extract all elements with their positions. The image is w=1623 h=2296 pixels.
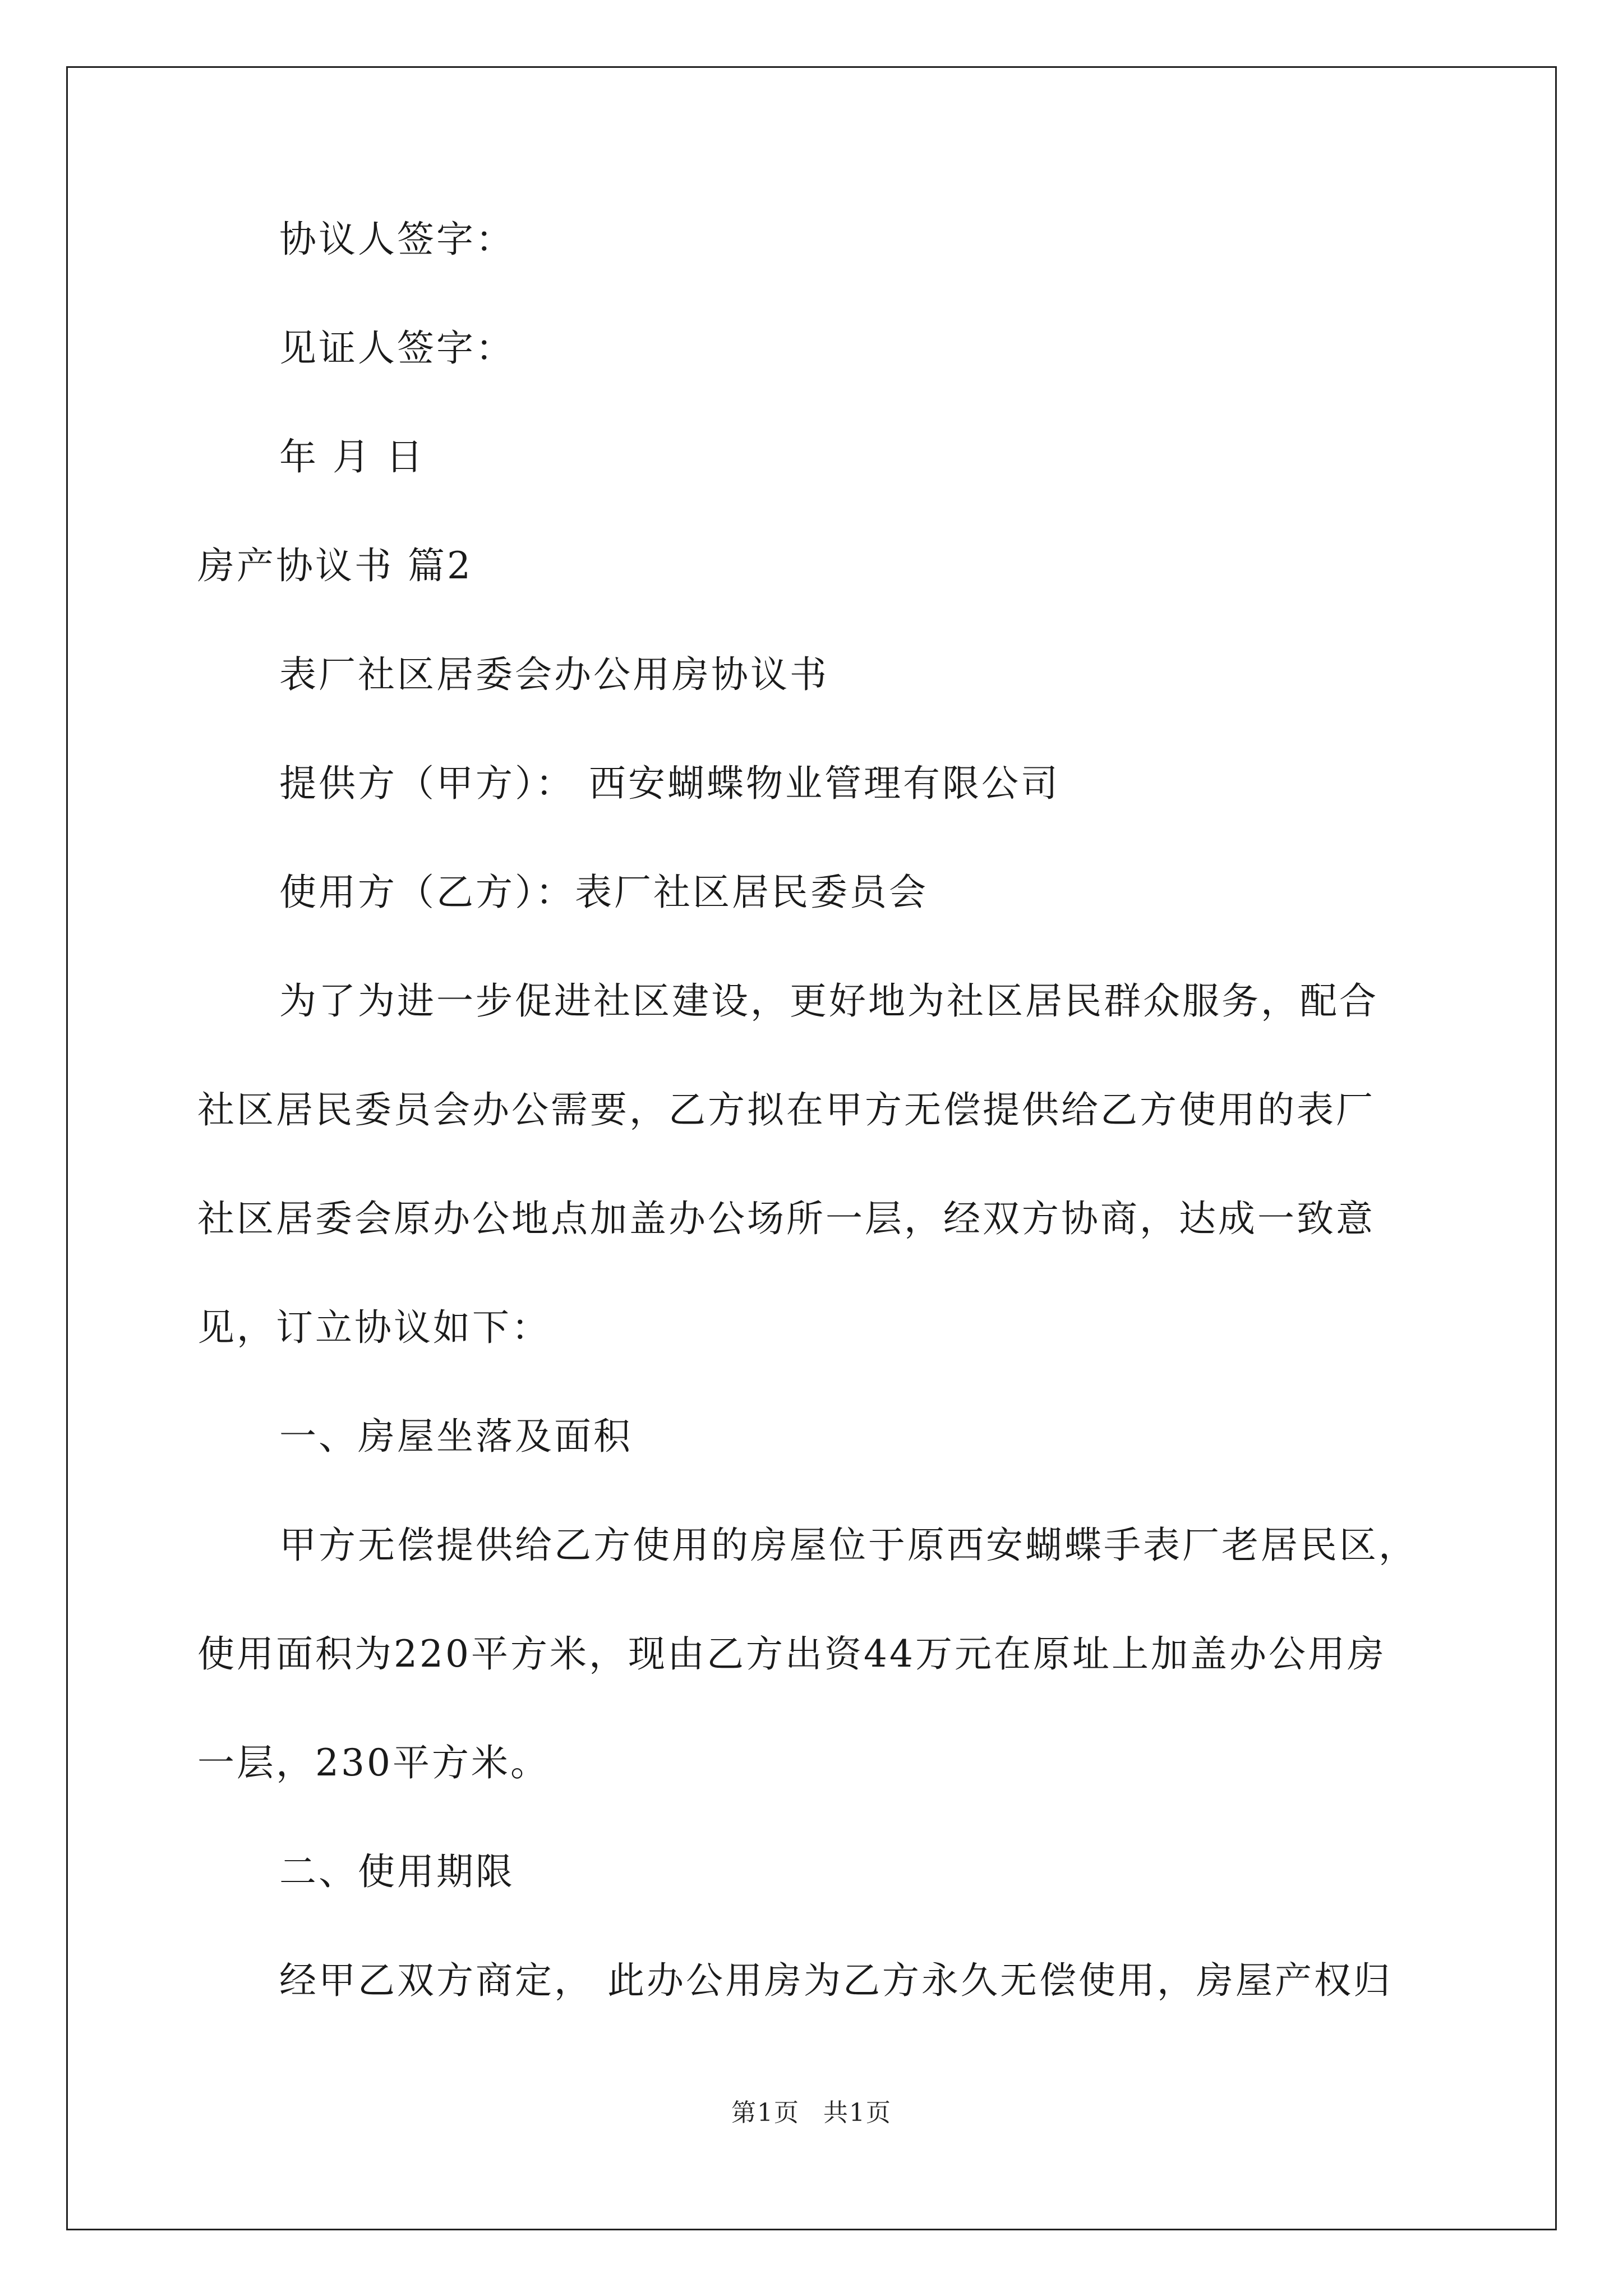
paragraph-line: 使用面积为220平方米，现由乙方出资44万元在原址上加盖办公用房 [197, 1632, 1386, 1676]
page-footer [0, 2092, 1623, 2128]
page-total: 共1页 [823, 2099, 892, 2127]
clause-heading-2: 二、使用期限 [279, 1850, 515, 1893]
date-line: 年 月 日 [279, 435, 425, 478]
document-body [197, 185, 1431, 2035]
agreement-title: 表厂社区居委会办公用房协议书 [279, 653, 829, 696]
paragraph-line: 一层，230平方米。 [197, 1741, 550, 1784]
party-b-line: 使用方（乙方）：表厂社区居民委员会 [279, 871, 928, 914]
paragraph-line: 经甲乙双方商定， 此办公用房为乙方永久无偿使用，房屋产权归 [279, 1959, 1393, 2002]
signature-line-witness: 见证人签字： [279, 326, 515, 370]
paragraph-line: 甲方无偿提供给乙方使用的房屋位于原西安蝴蝶手表厂老居民区， [279, 1524, 1418, 1567]
clause-heading-1: 一、房屋坐落及面积 [279, 1415, 633, 1458]
paragraph-line: 社区居委会原办公地点加盖办公场所一层，经双方协商，达成一致意 [197, 1197, 1375, 1240]
party-a-line: 提供方（甲方）： 西安蝴蝶物业管理有限公司 [279, 762, 1060, 805]
paragraph-line: 社区居民委员会办公需要，乙方拟在甲方无偿提供给乙方使用的表厂 [197, 1088, 1375, 1131]
signature-line-parties: 协议人签字： [279, 218, 515, 261]
paragraph-line: 为了为进一步促进社区建设，更好地为社区居民群众服务，配合 [279, 979, 1378, 1023]
section-heading: 房产协议书 篇2 [197, 544, 473, 587]
paragraph-line: 见，订立协议如下： [197, 1306, 551, 1349]
page-number: 第1页 [731, 2099, 800, 2127]
